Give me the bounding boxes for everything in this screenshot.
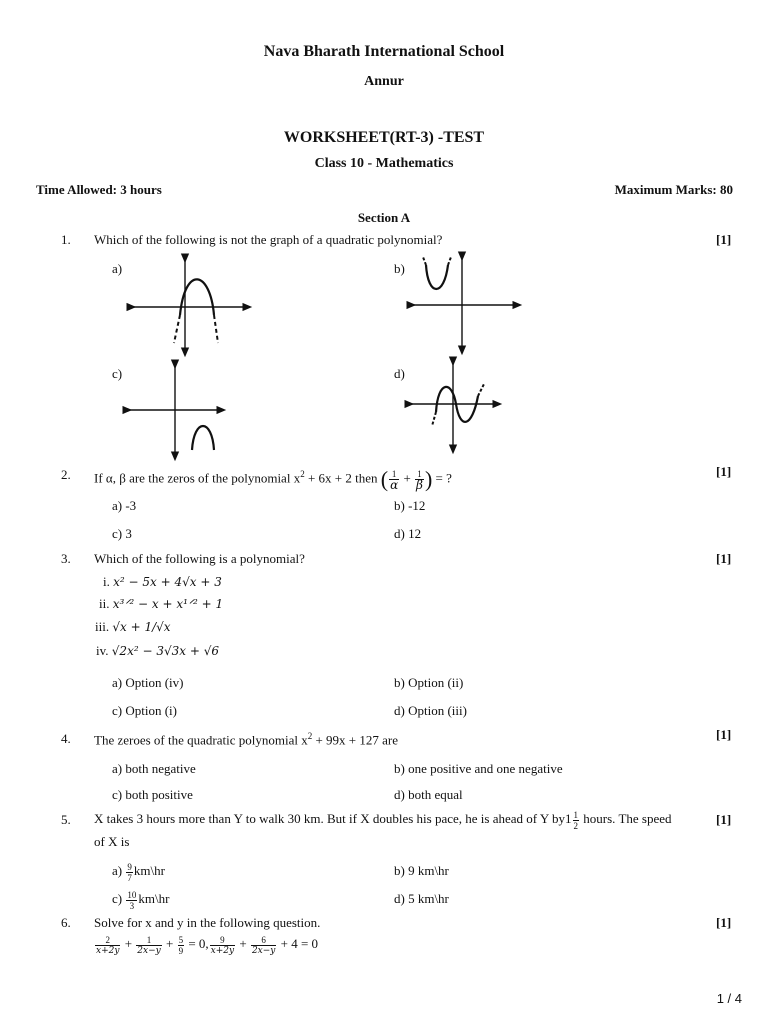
question-text-start: The zeroes of the quadratic polynomial x [94, 732, 308, 748]
question-text-end: + 99x + 127 are [312, 732, 398, 748]
question-text: Which of the following is a polynomial? [94, 551, 305, 566]
option-label: c) [112, 366, 123, 381]
question-text-end: = ? [432, 470, 452, 486]
option-b: b) 9 km\hr [394, 863, 449, 878]
graph-c [126, 362, 226, 460]
question-marks: [1] [716, 232, 732, 247]
question-number: 2. [61, 467, 71, 482]
choice-label: iii. [95, 619, 110, 634]
choice-label: ii. [99, 596, 110, 611]
maximum-marks: Maximum Marks: 80 [614, 182, 733, 197]
question-number: 3. [61, 551, 71, 566]
mixed-number-whole: 1 [565, 811, 572, 826]
option-b: b) Option (ii) [394, 675, 464, 690]
option-b: b) -12 [394, 498, 426, 513]
option-d: d) Option (iii) [394, 703, 467, 718]
option-c: c) 3 [112, 526, 132, 541]
option-label: d) [394, 366, 405, 381]
exponent: 2 [300, 469, 305, 479]
option-a: a) both negative [112, 761, 196, 776]
option-b: b) one positive and one negative [394, 761, 563, 776]
option-c: c) both positive [112, 787, 193, 802]
exponent: 2 [307, 731, 313, 741]
question-marks: [1] [716, 727, 732, 742]
page-number: 1 / 4 [716, 991, 742, 1006]
choice-iii [95, 619, 171, 635]
mixed-number-fraction: $\frac{1}{2}$ [573, 809, 579, 831]
choice-iv [96, 643, 219, 659]
option-a: a) -3 [112, 498, 137, 513]
question-marks: [1] [716, 551, 732, 566]
choice-expression: √x + 1/√x [112, 620, 171, 634]
fraction-one-over-beta: $\frac{1}{\beta}$ [416, 468, 423, 492]
question-text: If α, β are the zeros of the polynomial $x^2 + 6x + 2$ then ( $\frac{1}{\alpha}$ + $\frac{1}{\beta}$ ) = ? [94, 466, 452, 492]
class-subject: Class 10 - Mathematics [314, 156, 454, 171]
option-label: b) [394, 261, 405, 276]
option-label: a) [112, 261, 123, 276]
graph-b [410, 255, 520, 355]
worksheet-title: WORKSHEET(RT-3) -TEST [283, 129, 485, 146]
choice-label: iv. [96, 643, 109, 658]
question-text-middle: hours. The speed [580, 811, 672, 826]
question-text-continued: of X is [94, 834, 130, 849]
equation-pair: $\frac{2}{x+2y}$ + $\frac{1}{2x-y}$ + $\frac{5}{9}$ = 0, $\frac{9}{x+2y}$ + $\frac{6}{2x-y}$ + 4 = 0 [96, 934, 319, 956]
choice-label: i. [103, 574, 110, 589]
question-number: 5. [61, 812, 71, 827]
question-marks: [1] [716, 915, 732, 930]
question-text [94, 806, 704, 832]
choice-expression: x³ᐟ² − x + x¹ᐟ² + 1 [112, 597, 224, 611]
plus-sign: + [403, 470, 411, 486]
question-text-start: If α, β are the zeros of the polynomial x [94, 470, 301, 486]
choice-ii [99, 596, 223, 612]
option-a: a) $\frac{9}{7}$ km\hr [112, 861, 165, 883]
choice-expression: x² − 5x + 4√x + 3 [113, 575, 222, 589]
option-d: d) 12 [394, 526, 422, 541]
question-number: 1. [61, 232, 71, 247]
time-allowed: Time Allowed: 3 hours [36, 182, 162, 197]
question-marks: [1] [716, 464, 732, 479]
section-heading: Section A [357, 210, 411, 225]
option-d: d) 5 km\hr [394, 891, 449, 906]
option-c: c) Option (i) [112, 703, 177, 718]
choice-expression: √2x² − 3√3x + √6 [111, 644, 219, 658]
option-c: c) $\frac{10}{3}$ km\hr [112, 889, 170, 911]
question-text-middle: + 6x + 2 then [304, 470, 378, 486]
school-name: Nava Bharath International School [263, 43, 505, 60]
choice-i [103, 574, 222, 590]
fraction-one-over-alpha: $\frac{1}{\alpha}$ [390, 468, 399, 492]
option-d: d) both equal [394, 787, 463, 802]
question-text [94, 731, 398, 748]
option-a: a) Option (iv) [112, 675, 184, 690]
question-text: Solve for x and y in the following question. [94, 915, 321, 930]
school-location: Annur [364, 74, 404, 89]
question-text-start: X takes 3 hours more than Y to walk 30 km. But if X doubles his pace, he is ahead of Y by [94, 811, 566, 826]
question-text: Which of the following is not the graph of a quadratic polynomial? [94, 232, 443, 247]
question-number: 4. [61, 731, 71, 746]
question-marks: [1] [716, 812, 732, 827]
graph-a [130, 255, 250, 355]
question-number: 6. [61, 915, 71, 930]
graph-d [408, 360, 500, 452]
